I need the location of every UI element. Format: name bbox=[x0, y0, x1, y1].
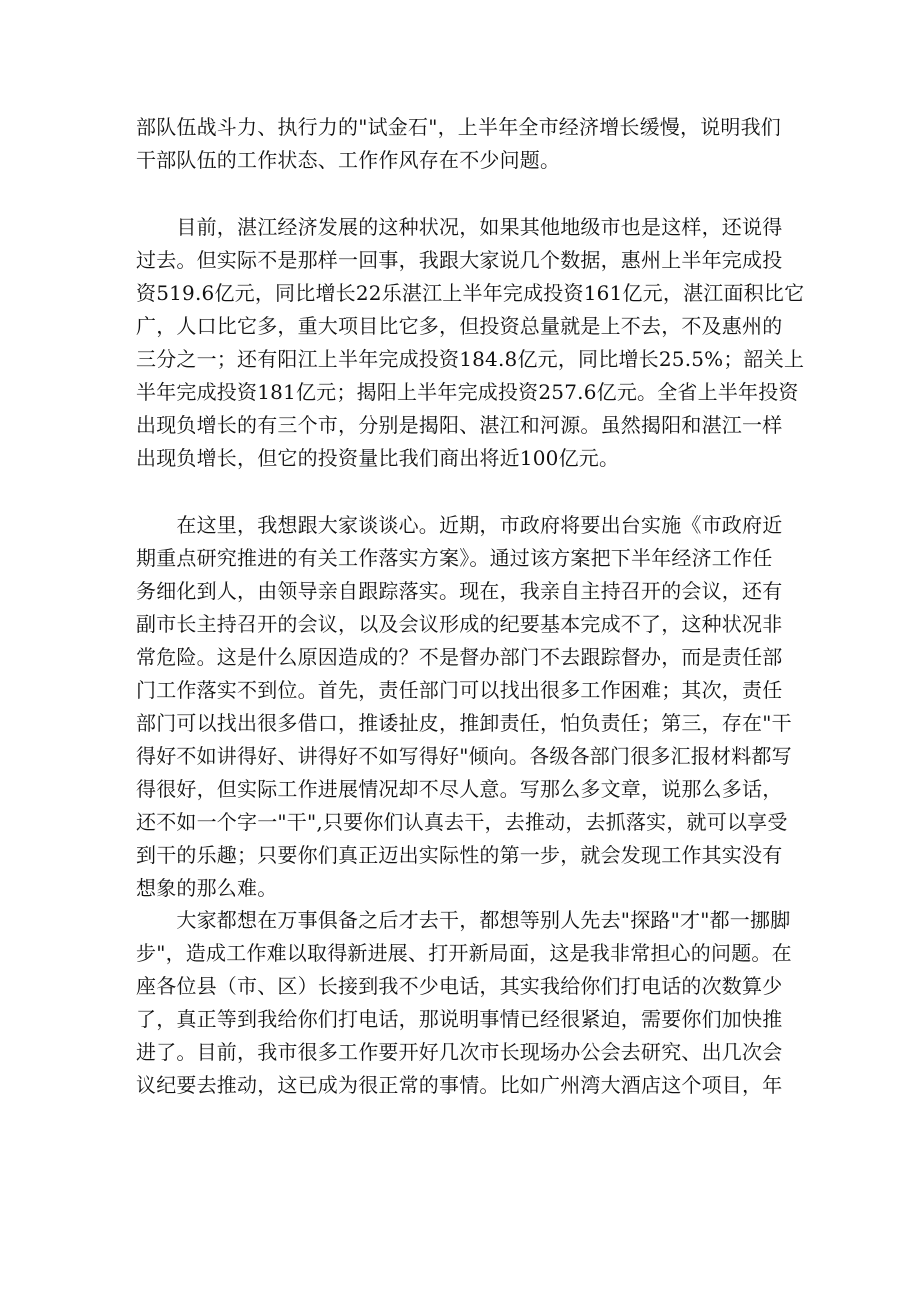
text-line: 想象的那么难。 bbox=[136, 876, 278, 900]
paragraph-4 bbox=[136, 904, 796, 1102]
text-line: 出现负增长的有三个市，分别是揭阳、湛江和河源。虽然揭阳和湛江一样 bbox=[136, 413, 783, 437]
text-line: 步"，造成工作难以取得新进展、打开新局面，这是我非常担心的问题。在 bbox=[136, 941, 792, 965]
text-line: 得好不如讲得好、讲得好不如写得好"倾向。各级各部门很多汇报材料都写 bbox=[136, 744, 792, 768]
paragraph-2 bbox=[136, 211, 805, 475]
text-line: 常危险。这是什么原因造成的？不是督办部门不去跟踪督办，而是责任部 bbox=[136, 645, 783, 669]
text-line: 出现负增长，但它的投资量比我们商出将近100亿元。 bbox=[136, 446, 620, 470]
text-line: 过去。但实际不是那样一回事，我跟大家说几个数据，惠州上半年完成投 bbox=[136, 248, 783, 272]
text-line: 三分之一；还有阳江上半年完成投资184.8亿元，同比增长25.5%；韶关上 bbox=[136, 347, 805, 371]
paragraph-3 bbox=[136, 509, 796, 905]
text-line: 半年完成投资181亿元；揭阳上半年完成投资257.6亿元。全省上半年投资 bbox=[136, 380, 799, 404]
text-line: 部门可以找出很多借口，推诿扯皮，推卸责任，怕负责任；第三，存在"干 bbox=[136, 711, 792, 735]
text-line: 了，真正等到我给你们打电话，那说明事情已经很紧迫，需要你们加快推 bbox=[136, 1007, 783, 1031]
text-line: 务细化到人，由领导亲自跟踪落实。现在，我亲自主持召开的会议，还有 bbox=[136, 579, 783, 603]
text-line: 广，人口比它多，重大项目比它多，但投资总量就是上不去，不及惠州的 bbox=[136, 314, 783, 338]
text-line: 副市长主持召开的会议，以及会议形成的纪要基本完成不了，这种状况非 bbox=[136, 612, 783, 636]
paragraph-1 bbox=[136, 111, 796, 177]
text-line: 门工作落实不到位。首先，责任部门可以找出很多工作困难；其次，责任 bbox=[136, 678, 783, 702]
text-line: 大家都想在万事俱备之后才去干，都想等别人先去"探路"才"都一挪脚 bbox=[136, 908, 791, 932]
text-line: 到干的乐趣；只要你们真正迈出实际性的第一步，就会发现工作其实没有 bbox=[136, 843, 783, 867]
text-line: 部队伍战斗力、执行力的"试金石"，上半年全市经济增长缓慢，说明我们 bbox=[136, 115, 781, 139]
text-line: 还不如一个字一"干",只要你们认真去干，去推动，去抓落实，就可以享受 bbox=[136, 810, 788, 834]
text-line: 期重点研究推进的有关工作落实方案》。通过该方案把下半年经济工作任 bbox=[136, 546, 773, 570]
text-line: 目前，湛江经济发展的这种状况，如果其他地级市也是这样，还说得 bbox=[136, 215, 783, 239]
text-line: 资519.6亿元，同比增长22乐湛江上半年完成投资161亿元，湛江面积比它 bbox=[136, 281, 805, 305]
text-line: 在这里，我想跟大家谈谈心。近期，市政府将要出台实施《市政府近 bbox=[136, 513, 783, 537]
text-line: 干部队伍的工作状态、工作作风存在不少问题。 bbox=[136, 148, 561, 172]
text-line: 议纪要去推动，这已成为很正常的事情。比如广州湾大酒店这个项目，年 bbox=[136, 1073, 783, 1097]
text-line: 座各位县（市、区）长接到我不少电话，其实我给你们打电话的次数算少 bbox=[136, 974, 783, 998]
text-line: 进了。目前，我市很多工作要开好几次市长现场办公会去研究、出几次会 bbox=[136, 1040, 783, 1064]
text-line: 得很好，但实际工作进展情况却不尽人意。写那么多文章，说那么多话， bbox=[136, 777, 783, 801]
